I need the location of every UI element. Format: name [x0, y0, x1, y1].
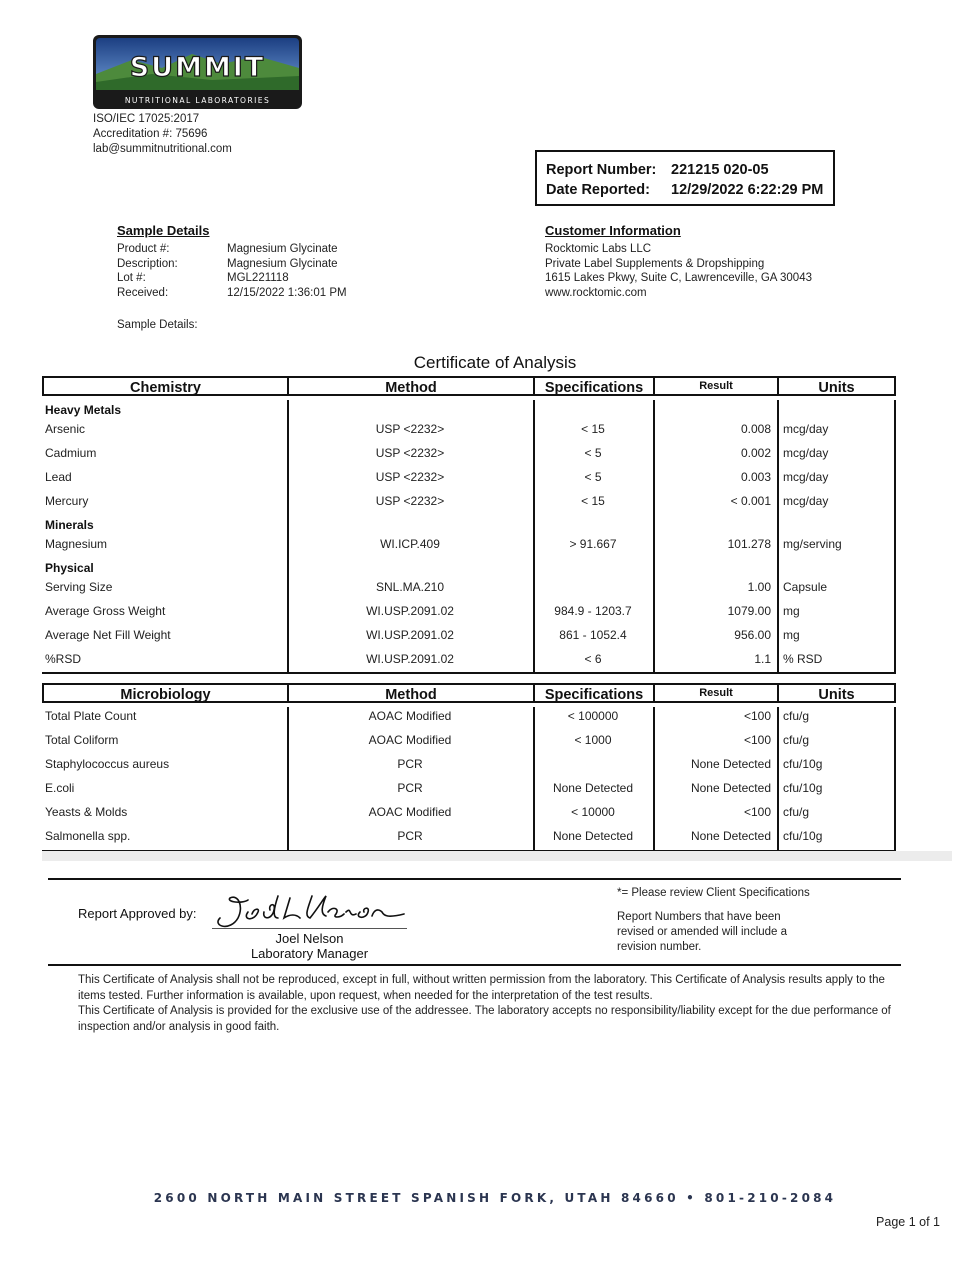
divider-top [48, 878, 901, 880]
col-units: Units [818, 687, 855, 703]
result: 0.002 [740, 446, 771, 460]
chemistry-header [42, 376, 896, 396]
col-chemistry: Chemistry [44, 378, 289, 394]
method: WI.USP.2091.02 [366, 628, 454, 642]
table-row [42, 470, 896, 484]
analyte: Total Plate Count [45, 709, 137, 723]
svg-text:SUMMIT: SUMMIT [129, 52, 266, 83]
result: 1079.00 [727, 604, 771, 618]
method: USP <2232> [375, 470, 445, 484]
analyte: Mercury [45, 494, 89, 508]
table-row [42, 537, 896, 551]
report-box [535, 150, 835, 206]
divider-bottom [48, 964, 901, 966]
result: <100 [743, 733, 771, 747]
customer-address: 1615 Lakes Pkwy, Suite C, Lawrenceville, GA 30043 [545, 272, 812, 284]
analyte: Yeasts & Molds [45, 805, 128, 819]
revision-note-line: revised or amended will include a [617, 926, 788, 938]
result: 0.003 [740, 470, 771, 484]
table-row [42, 628, 896, 642]
result: None Detected [690, 757, 771, 771]
method: SNL.MA.210 [375, 580, 445, 594]
spec: 984.9 - 1203.7 [554, 604, 632, 618]
col-specifications: Specifications [535, 378, 655, 394]
table-row [42, 733, 896, 747]
units: cfu/g [783, 805, 810, 819]
received-label: Received: [117, 286, 169, 299]
result: 0.008 [740, 422, 771, 436]
table-row [42, 805, 896, 819]
client-spec-note: *= Please review Client Specifications [617, 887, 810, 899]
customer-info [545, 242, 812, 300]
table-row [42, 422, 896, 436]
result: 101.278 [727, 537, 771, 551]
date-reported-label: Date Reported: [546, 182, 650, 198]
disclaimer-paragraph: This Certificate of Analysis is provided for the exclusive use of the addressee. The laboratory accepts no responsibility/liability except for the due performance of inspection and/or analysis in good faith. [78, 1005, 891, 1033]
spec: < 5 [584, 446, 602, 460]
signature [208, 888, 413, 933]
sample-details [117, 242, 347, 300]
iso-standard: ISO/IEC 17025:2017 [93, 113, 200, 125]
table-row [42, 580, 896, 594]
analyte: Arsenic [45, 422, 86, 436]
analyte: %RSD [45, 652, 82, 666]
result: None Detected [690, 829, 771, 843]
page-number: Page 1 of 1 [876, 1215, 940, 1229]
table-row [42, 829, 896, 843]
units: cfu/10g [783, 829, 823, 843]
product-value: Magnesium Glycinate [227, 243, 338, 255]
col-microbiology: Microbiology [44, 685, 289, 701]
chemistry-table [42, 400, 896, 674]
units: Capsule [783, 580, 828, 594]
description-value: Magnesium Glycinate [227, 257, 338, 270]
analyte: Salmonella spp. [45, 829, 131, 843]
table-row [42, 604, 896, 618]
report-number-label: Report Number: [546, 162, 657, 178]
group-minerals: Minerals [45, 518, 94, 532]
table-row [42, 446, 896, 460]
signer [212, 931, 407, 961]
units: mcg/day [783, 494, 829, 508]
method: USP <2232> [375, 422, 445, 436]
method: WI.ICP.409 [380, 537, 440, 551]
spec: < 15 [581, 422, 605, 436]
product-label: Product #: [117, 243, 170, 255]
method: PCR [397, 757, 423, 771]
signer-title: Laboratory Manager [250, 946, 369, 961]
analyte: Magnesium [45, 537, 108, 551]
result: None Detected [690, 781, 771, 795]
svg-text:NUTRITIONAL LABORATORIES: NUTRITIONAL LABORATORIES [124, 96, 271, 105]
col-specifications: Specifications [535, 685, 655, 701]
analyte: Average Net Fill Weight [45, 628, 171, 642]
result: <100 [743, 709, 771, 723]
spec: < 100000 [567, 709, 619, 723]
accreditation-number: Accreditation #: 75696 [93, 128, 208, 140]
method: USP <2232> [375, 446, 445, 460]
date-reported: 12/29/2022 6:22:29 PM [671, 182, 824, 198]
spec: < 10000 [571, 805, 615, 819]
spec: < 5 [584, 470, 602, 484]
disclaimer-paragraph: This Certificate of Analysis shall not be reproduced, except in full, without written permission from the laboratory. This Certificate of Analysis results apply to the items tested. Further information is available, upon request, when needed for the interpretation of the test results. [78, 974, 885, 1002]
signer-name: Joel Nelson [275, 931, 344, 946]
units: mg [783, 628, 800, 642]
report-number: 221215 020-05 [671, 162, 769, 178]
table-shadow-strip [42, 851, 952, 861]
group-heavy-metals: Heavy Metals [45, 403, 122, 417]
col-method: Method [289, 378, 535, 394]
method: AOAC Modified [368, 733, 452, 747]
table-row [42, 652, 896, 666]
units: mcg/day [783, 446, 829, 460]
method: WI.USP.2091.02 [366, 604, 454, 618]
units: mg/serving [783, 537, 842, 551]
method: AOAC Modified [368, 805, 452, 819]
col-units: Units [818, 380, 855, 396]
analyte: Total Coliform [45, 733, 119, 747]
spec: None Detected [552, 781, 634, 795]
description-label: Description: [117, 257, 178, 270]
result: 956.00 [734, 628, 771, 642]
footer-address: 2600 NORTH MAIN STREET SPANISH FORK, UTAH 84660 • 801-210-2084 [153, 1191, 837, 1205]
spec [533, 580, 653, 594]
method: AOAC Modified [368, 709, 452, 723]
units: cfu/g [783, 733, 810, 747]
table-row [42, 709, 896, 723]
sample-details-heading: Sample Details [117, 223, 210, 238]
lot-label: Lot #: [117, 272, 146, 284]
spec: > 91.667 [569, 537, 617, 551]
customer-tagline: Private Label Supplements & Dropshipping [545, 257, 765, 270]
customer-name: Rocktomic Labs LLC [545, 243, 652, 255]
lab-email[interactable]: lab@summitnutritional.com [93, 143, 232, 155]
customer-website[interactable]: www.rocktomic.com [545, 286, 647, 299]
approved-by-label: Report Approved by: [78, 906, 197, 921]
method: USP <2232> [375, 494, 445, 508]
col-method: Method [289, 685, 535, 701]
units: mcg/day [783, 470, 829, 484]
units: mg [783, 604, 800, 618]
col-result: Result [655, 685, 779, 701]
units: % RSD [783, 652, 823, 666]
sample-details-label: Sample Details: [117, 319, 198, 331]
spec: < 1000 [574, 733, 612, 747]
lot-value: MGL221118 [227, 272, 289, 284]
spec [533, 757, 653, 771]
table-row [42, 757, 896, 771]
revision-note [617, 910, 787, 955]
analyte: Cadmium [45, 446, 97, 460]
result: 1.1 [754, 652, 771, 666]
certificate-title: Certificate of Analysis [413, 353, 577, 372]
analyte: Serving Size [45, 580, 113, 594]
revision-note-line: Report Numbers that have been [617, 911, 781, 923]
method: PCR [397, 829, 423, 843]
table-row [42, 781, 896, 795]
units: cfu/g [783, 709, 810, 723]
result: <100 [743, 805, 771, 819]
revision-note-line: revision number. [617, 941, 702, 953]
microbiology-header [42, 683, 896, 703]
method: PCR [397, 781, 423, 795]
analyte: Average Gross Weight [45, 604, 166, 618]
col-result: Result [655, 378, 779, 394]
received-value: 12/15/2022 1:36:01 PM [227, 286, 347, 299]
spec: 861 - 1052.4 [559, 628, 627, 642]
spec: < 15 [581, 494, 605, 508]
spec: < 6 [584, 652, 602, 666]
signature-line [212, 928, 407, 929]
summit-logo [92, 34, 303, 110]
units: cfu/10g [783, 757, 823, 771]
microbiology-table [42, 707, 896, 852]
analyte: Lead [45, 470, 72, 484]
customer-info-heading: Customer Information [545, 223, 681, 238]
units: mcg/day [783, 422, 829, 436]
analyte: E.coli [45, 781, 75, 795]
spec: None Detected [552, 829, 634, 843]
table-row [42, 494, 896, 508]
method: WI.USP.2091.02 [366, 652, 454, 666]
result: < 0.001 [730, 494, 771, 508]
analyte: Staphylococcus aureus [45, 757, 170, 771]
group-physical: Physical [45, 561, 94, 575]
result: 1.00 [747, 580, 771, 594]
units: cfu/10g [783, 781, 823, 795]
disclaimer [78, 973, 898, 1035]
